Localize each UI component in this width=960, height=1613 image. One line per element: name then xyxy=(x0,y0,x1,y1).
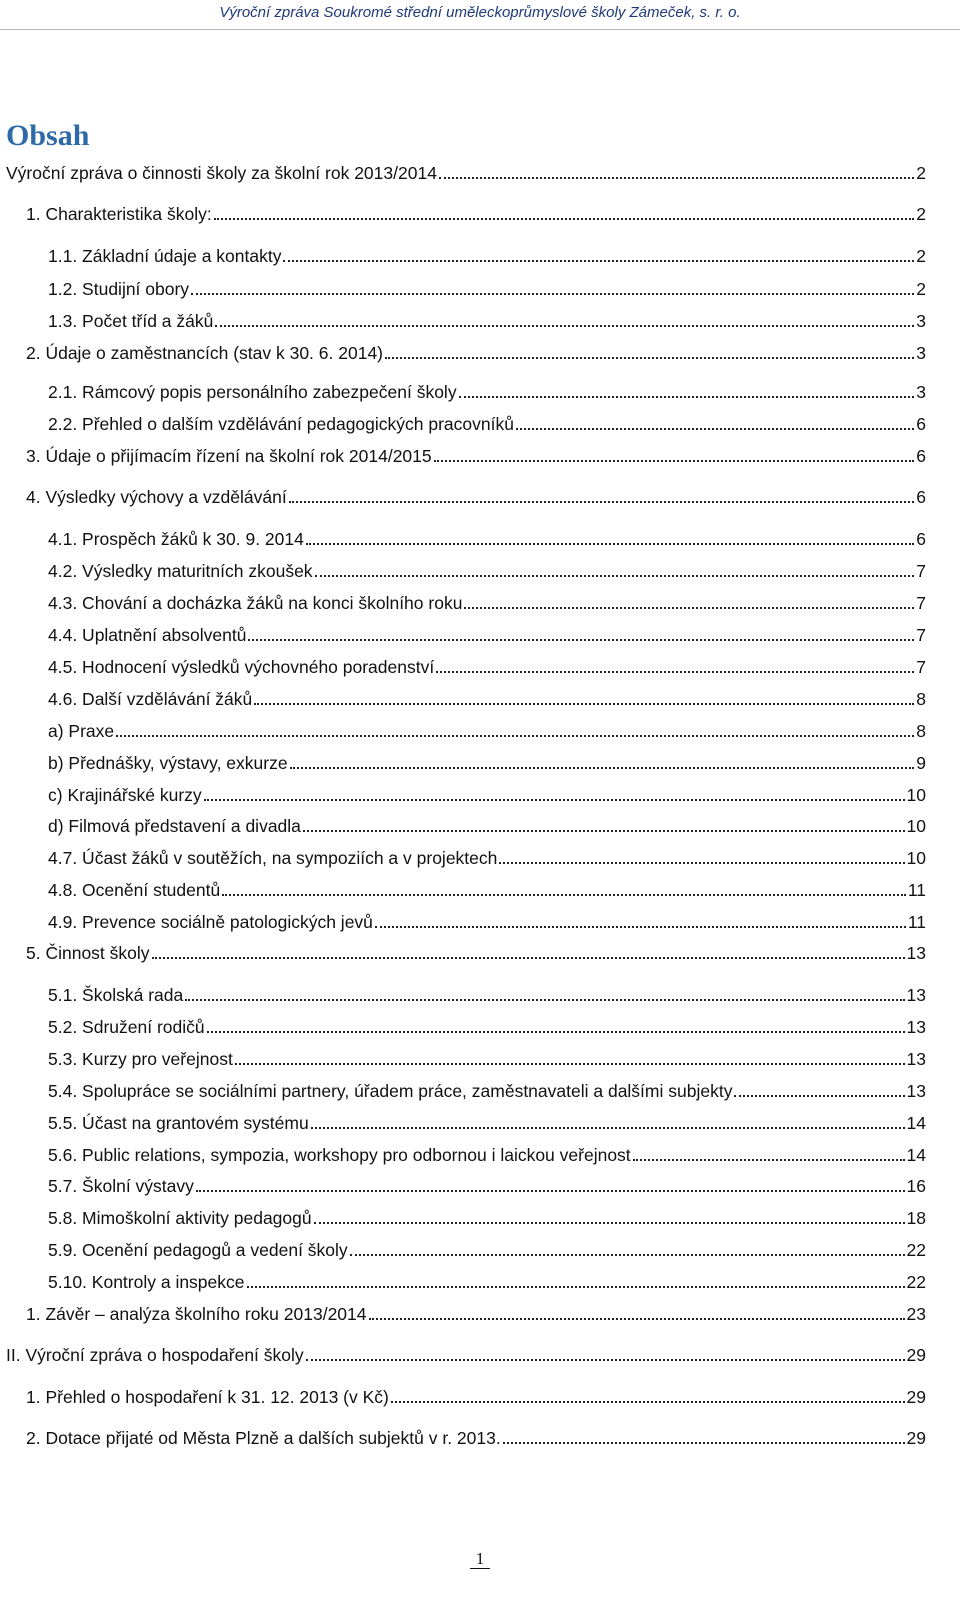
toc-entry[interactable] xyxy=(48,750,926,776)
toc-entry[interactable] xyxy=(48,526,926,552)
dot-leader xyxy=(303,813,905,832)
toc-entry-page-number: 9 xyxy=(916,753,926,773)
toc-entry-label: 1.3. Počet tříd a žáků xyxy=(48,311,214,331)
toc-entry-page-number: 3 xyxy=(916,311,926,331)
toc-entry-label: 5.7. Školní výstavy xyxy=(48,1176,194,1196)
toc-entry-label: 1.1. Základní údaje a kontakty xyxy=(48,246,282,266)
toc-entry[interactable] xyxy=(48,276,926,302)
toc-entry-page-number: 11 xyxy=(907,880,926,900)
toc-entry[interactable] xyxy=(48,411,926,437)
dot-leader xyxy=(369,1301,905,1320)
toc-entry[interactable] xyxy=(48,622,926,648)
toc-entry[interactable] xyxy=(48,654,926,680)
toc-entry-label: 5.6. Public relations, sympozia, workshopy pro odbornou i laickou veřejnost xyxy=(48,1145,631,1165)
toc-entry-label: 4. Výsledky výchovy a vzdělávání xyxy=(26,487,287,507)
toc-entry-label: 4.7. Účast žáků v soutěžích, na sympoziích a v projektech xyxy=(48,848,498,868)
dot-leader xyxy=(439,160,914,179)
dot-leader xyxy=(633,1142,905,1161)
dot-leader xyxy=(503,1425,905,1444)
toc-entry-page-number: 8 xyxy=(916,721,926,741)
dot-leader xyxy=(207,1014,905,1033)
dot-leader xyxy=(290,750,915,769)
toc-entry-page-number: 18 xyxy=(906,1208,926,1228)
toc-entry-label: 4.8. Ocenění studentů xyxy=(48,880,221,900)
toc-entry[interactable] xyxy=(48,718,926,744)
dot-leader xyxy=(306,1342,905,1361)
toc-entry-page-number: 14 xyxy=(906,1113,926,1133)
toc-entry-page-number: 2 xyxy=(916,246,926,266)
dot-leader xyxy=(214,201,915,220)
toc-entry-page-number: 2 xyxy=(916,163,926,183)
toc-entry-label: 5.4. Spolupráce se sociálními partnery, úřadem práce, zaměstnavateli a dalšími subjekty xyxy=(48,1081,733,1101)
toc-entry-page-number: 3 xyxy=(916,343,926,363)
toc-entry[interactable] xyxy=(48,813,926,839)
dot-leader xyxy=(306,526,914,545)
toc-entry-page-number: 7 xyxy=(916,593,926,613)
toc-entry[interactable] xyxy=(6,160,926,186)
toc-entry-label: b) Přednášky, výstavy, exkurze xyxy=(48,753,288,773)
dot-leader xyxy=(314,1205,905,1224)
toc-entry-label: 5.10. Kontroly a inspekce xyxy=(48,1272,245,1292)
toc-entry-label: 4.4. Uplatnění absolventů xyxy=(48,625,247,645)
toc-entry[interactable] xyxy=(48,308,926,334)
toc-entry-label: 5.3. Kurzy pro veřejnost xyxy=(48,1049,233,1069)
dot-leader xyxy=(254,686,914,705)
page-number: 1 xyxy=(470,1549,491,1569)
toc-entry[interactable] xyxy=(48,1046,926,1072)
toc-entry-page-number: 7 xyxy=(916,561,926,581)
toc-entry[interactable] xyxy=(48,243,926,269)
toc-entry-page-number: 10 xyxy=(906,816,926,836)
dot-leader xyxy=(283,243,914,262)
toc-entry-label: 5.8. Mimoškolní aktivity pedagogů xyxy=(48,1208,312,1228)
dot-leader xyxy=(385,340,914,359)
toc-entry[interactable] xyxy=(48,1014,926,1040)
dot-leader xyxy=(375,909,906,928)
toc-entry-label: 1. Charakteristika školy: xyxy=(26,204,212,224)
toc-entry-label: 4.3. Chování a docházka žáků na konci školního roku xyxy=(48,593,463,613)
toc-entry-page-number: 29 xyxy=(906,1428,926,1448)
toc-entry[interactable] xyxy=(48,982,926,1008)
dot-leader xyxy=(311,1110,905,1129)
toc-entry-label: 5.5. Účast na grantovém systému xyxy=(48,1113,309,1133)
dot-leader xyxy=(459,379,915,398)
toc-entry[interactable] xyxy=(26,1301,926,1327)
toc-entry-label: 5.2. Sdružení rodičů xyxy=(48,1017,205,1037)
toc-entry-page-number: 7 xyxy=(916,657,926,677)
toc-entry-label: 4.6. Další vzdělávání žáků xyxy=(48,689,253,709)
dot-leader xyxy=(185,982,904,1001)
toc-entry[interactable] xyxy=(26,340,926,366)
dot-leader xyxy=(499,845,904,864)
toc-entry-label: 1.2. Studijní obory xyxy=(48,279,190,299)
page-footer xyxy=(0,1548,960,1570)
toc-entry-page-number: 14 xyxy=(906,1145,926,1165)
toc-entry[interactable] xyxy=(26,1425,926,1451)
dot-leader xyxy=(734,1078,904,1097)
toc-entry-label: 2. Dotace přijaté od Města Plzně a dalších subjektů v r. 2013. xyxy=(26,1428,501,1448)
toc-entry-page-number: 13 xyxy=(906,985,926,1005)
running-header: Výroční zpráva Soukromé střední uměleckoprůmyslové školy Zámeček, s. r. o. xyxy=(0,0,960,30)
toc-entry-page-number: 29 xyxy=(906,1387,926,1407)
dot-leader xyxy=(516,411,914,430)
toc-entry[interactable] xyxy=(26,484,926,510)
toc-entry-page-number: 29 xyxy=(906,1345,926,1365)
dot-leader xyxy=(116,718,914,737)
dot-leader xyxy=(204,782,905,801)
dot-leader xyxy=(350,1237,905,1256)
toc-entry-page-number: 11 xyxy=(907,912,926,932)
dot-leader xyxy=(215,308,914,327)
toc-entry-page-number: 6 xyxy=(916,529,926,549)
toc-entry-label: c) Krajinářské kurzy xyxy=(48,785,202,805)
dot-leader xyxy=(464,590,914,609)
toc-entry-label: 1. Závěr – analýza školního roku 2013/2014 xyxy=(26,1304,367,1324)
toc-entry-page-number: 10 xyxy=(906,848,926,868)
toc-entry[interactable] xyxy=(48,845,926,871)
toc-entry-page-number: 13 xyxy=(906,1017,926,1037)
toc-entry[interactable] xyxy=(48,590,926,616)
toc-entry-page-number: 13 xyxy=(906,1049,926,1069)
toc-entry-label: 5.9. Ocenění pedagogů a vedení školy xyxy=(48,1240,348,1260)
toc-entry[interactable] xyxy=(26,201,926,227)
toc-entry-label: 1. Přehled o hospodaření k 31. 12. 2013 (v Kč) xyxy=(26,1387,389,1407)
toc-entry-page-number: 2 xyxy=(916,204,926,224)
toc-entry-label: 2.1. Rámcový popis personálního zabezpečení školy xyxy=(48,382,457,402)
toc-entry-page-number: 6 xyxy=(916,446,926,466)
toc-entry-label: 5. Činnost školy xyxy=(26,943,150,963)
toc-entry[interactable] xyxy=(48,558,926,584)
dot-leader xyxy=(315,558,915,577)
toc-entry-page-number: 22 xyxy=(906,1240,926,1260)
toc-entry-page-number: 13 xyxy=(906,1081,926,1101)
dot-leader xyxy=(436,654,914,673)
toc-entry[interactable] xyxy=(26,940,926,966)
toc-entry-page-number: 16 xyxy=(906,1176,926,1196)
toc-entry-label: II. Výroční zpráva o hospodaření školy xyxy=(6,1345,304,1365)
toc-entry-label: 4.9. Prevence sociálně patologických jevů xyxy=(48,912,373,932)
dot-leader xyxy=(196,1173,905,1192)
toc-entry-label: 2. Údaje o zaměstnancích (stav k 30. 6. 2014) xyxy=(26,343,383,363)
toc-entry-page-number: 13 xyxy=(906,943,926,963)
toc-entry-page-number: 7 xyxy=(916,625,926,645)
toc-entry[interactable] xyxy=(48,1142,926,1168)
dot-leader xyxy=(434,443,915,462)
toc-entry[interactable] xyxy=(48,877,926,903)
dot-leader xyxy=(248,622,914,641)
toc-entry-page-number: 6 xyxy=(916,414,926,434)
toc-entry[interactable] xyxy=(6,1342,926,1368)
toc-entry-label: d) Filmová představení a divadla xyxy=(48,816,301,836)
toc-heading: Obsah xyxy=(6,119,90,152)
toc-entry-page-number: 23 xyxy=(906,1304,926,1324)
toc-entry-label: Výroční zpráva o činnosti školy za školní rok 2013/2014 xyxy=(6,163,437,183)
toc-entry[interactable] xyxy=(48,1173,926,1199)
toc-entry[interactable] xyxy=(48,782,926,808)
dot-leader xyxy=(191,276,914,295)
dot-leader xyxy=(235,1046,905,1065)
toc-entry-label: 3. Údaje o přijímacím řízení na školní rok 2014/2015 xyxy=(26,446,432,466)
toc-entry-page-number: 3 xyxy=(916,382,926,402)
dot-leader xyxy=(391,1384,905,1403)
toc-entry-page-number: 10 xyxy=(906,785,926,805)
toc-entry[interactable] xyxy=(48,1237,926,1263)
toc-entry[interactable] xyxy=(48,686,926,712)
toc-entry-label: 4.2. Výsledky maturitních zkoušek xyxy=(48,561,313,581)
toc-entry-page-number: 22 xyxy=(906,1272,926,1292)
toc-entry[interactable] xyxy=(48,1110,926,1136)
dot-leader xyxy=(247,1269,905,1288)
toc-entry-label: 4.5. Hodnocení výsledků výchovného poradenství xyxy=(48,657,435,677)
toc-entry[interactable] xyxy=(48,1205,926,1231)
toc-entry-label: a) Praxe xyxy=(48,721,115,741)
dot-leader xyxy=(289,484,915,503)
toc-entry[interactable] xyxy=(26,1384,926,1410)
toc-entry[interactable] xyxy=(48,1078,926,1104)
toc-entry-page-number: 6 xyxy=(916,487,926,507)
toc-entry[interactable] xyxy=(48,379,926,405)
dot-leader xyxy=(222,877,906,896)
toc-entry-page-number: 2 xyxy=(916,279,926,299)
toc-entry-label: 5.1. Školská rada xyxy=(48,985,184,1005)
toc-entry[interactable] xyxy=(48,909,926,935)
toc-entry[interactable] xyxy=(48,1269,926,1295)
toc-entry-label: 4.1. Prospěch žáků k 30. 9. 2014 xyxy=(48,529,304,549)
toc-entry-page-number: 8 xyxy=(916,689,926,709)
toc-entry[interactable] xyxy=(26,443,926,469)
toc-entry-label: 2.2. Přehled o dalším vzdělávání pedagogických pracovníků xyxy=(48,414,514,434)
dot-leader xyxy=(152,940,905,959)
